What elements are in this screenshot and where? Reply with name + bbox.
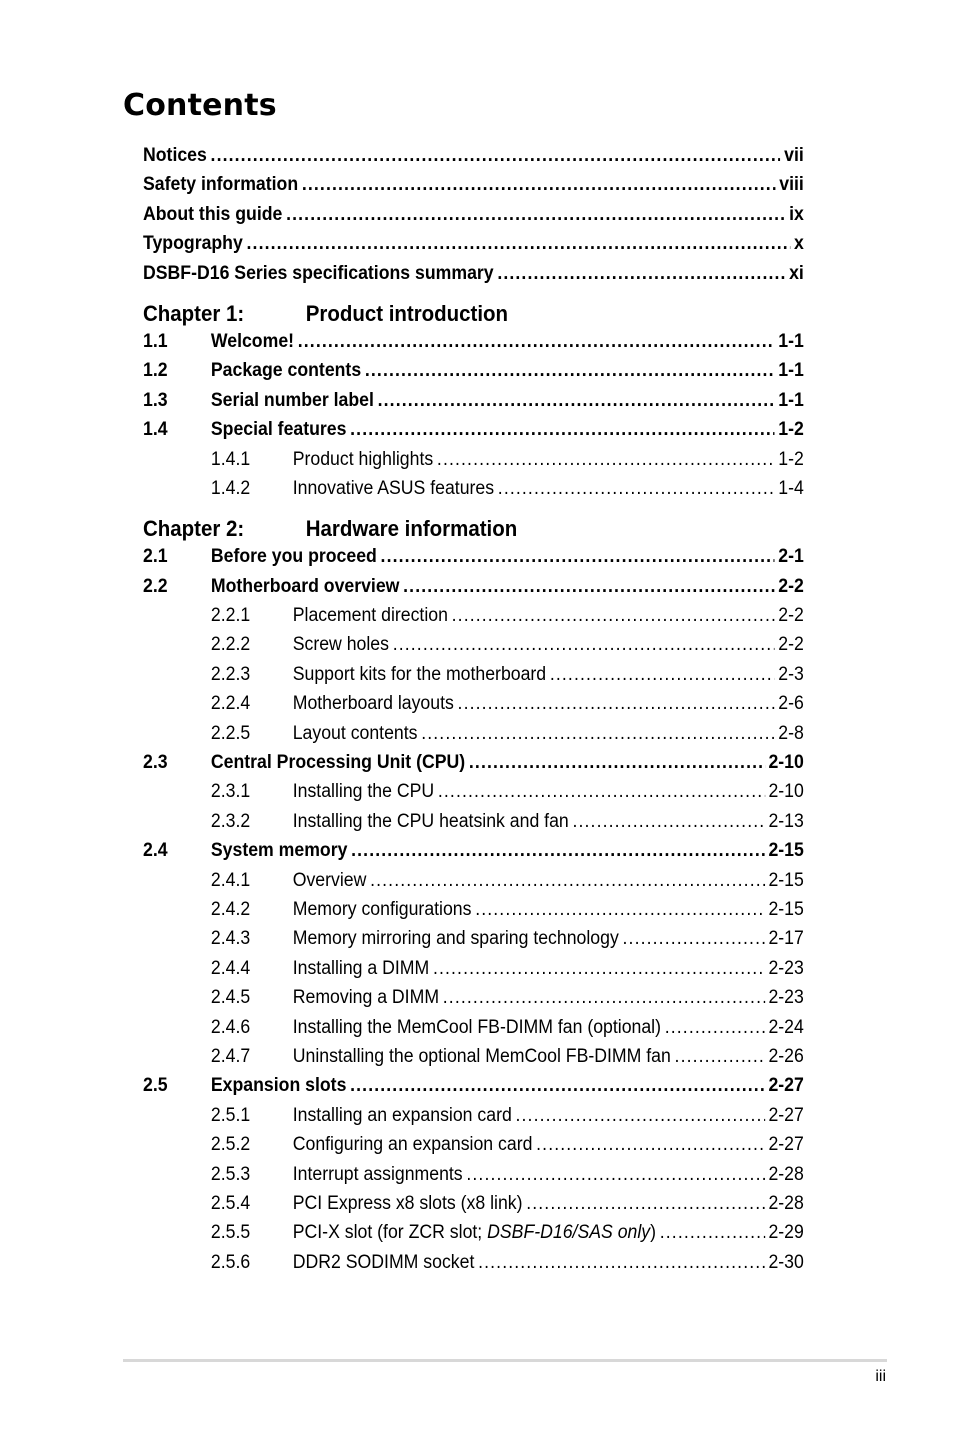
toc-entry-title-part: ) xyxy=(650,1222,657,1244)
toc-entry[interactable] xyxy=(143,958,804,987)
toc-entry-title: Memory mirroring and sparing technology xyxy=(292,928,619,950)
toc-dot-leader xyxy=(247,233,791,255)
toc-entry-number: 1.2 xyxy=(143,360,168,382)
toc-entry-title: About this guide xyxy=(143,203,283,225)
toc-dot-leader xyxy=(497,263,785,285)
toc-page-number: 2-13 xyxy=(768,810,804,832)
toc-entry-title: Installing a DIMM xyxy=(292,957,430,979)
toc-entry-title-part: DSBF-D16/SAS only xyxy=(487,1222,651,1244)
table-of-contents xyxy=(143,145,804,1281)
toc-entry[interactable] xyxy=(143,1222,804,1251)
toc-entry-number: 2.5.6 xyxy=(210,1251,251,1273)
toc-entry-title: Memory configurations xyxy=(292,898,472,920)
toc-entry-title: Placement direction xyxy=(292,605,448,627)
toc-dot-leader xyxy=(286,204,785,226)
toc-entry-number: 2.4.2 xyxy=(210,898,251,920)
toc-entry[interactable] xyxy=(143,419,804,448)
toc-entry[interactable] xyxy=(143,449,804,478)
toc-dot-leader xyxy=(660,1222,765,1244)
toc-dot-leader xyxy=(452,605,775,627)
toc-dot-leader xyxy=(350,419,774,441)
toc-page-number: 2-23 xyxy=(768,987,804,1009)
toc-page-number: 2-28 xyxy=(768,1163,804,1185)
toc-entry[interactable] xyxy=(143,576,804,605)
toc-entry-number: 2.5.1 xyxy=(210,1104,251,1126)
toc-entry-number: 2.4 xyxy=(143,840,168,862)
toc-entry[interactable] xyxy=(143,840,804,869)
toc-dot-leader xyxy=(443,987,765,1009)
toc-entry-title: Motherboard layouts xyxy=(292,693,454,715)
toc-entry-number: 2.2 xyxy=(143,575,168,597)
toc-entry-title: Before you proceed xyxy=(210,546,377,568)
toc-entry[interactable] xyxy=(143,781,804,810)
toc-entry-number: 2.4.7 xyxy=(210,1045,251,1067)
toc-entry[interactable] xyxy=(143,928,804,957)
toc-entry[interactable] xyxy=(143,723,804,752)
toc-entry-title: Motherboard overview xyxy=(210,575,400,597)
toc-entry-number: 2.4.6 xyxy=(210,1016,251,1038)
toc-entry-number: 2.4.1 xyxy=(210,869,251,891)
toc-entry-title xyxy=(293,1222,656,1244)
toc-entry-number: 2.4.4 xyxy=(210,957,251,979)
toc-page-number: ix xyxy=(789,203,804,225)
toc-entry[interactable] xyxy=(143,1134,804,1163)
toc-entry-number: 2.5 xyxy=(143,1075,168,1097)
toc-entry-title: Configuring an expansion card xyxy=(292,1134,533,1156)
toc-entry-title: Installing the MemCool FB-DIMM fan (optional) xyxy=(292,1016,661,1038)
toc-page-number: 2-17 xyxy=(768,928,804,950)
toc-entry-number: 2.5.4 xyxy=(210,1192,251,1214)
toc-page-number: 1-2 xyxy=(778,419,804,441)
chapter-heading[interactable] xyxy=(143,516,804,546)
toc-dot-leader xyxy=(526,1193,765,1215)
toc-entry-title: Removing a DIMM xyxy=(292,987,440,1009)
toc-entry-number: 2.2.2 xyxy=(210,634,251,656)
toc-dot-leader xyxy=(302,174,776,196)
page-title: Contents xyxy=(123,88,277,123)
toc-page-number: 2-28 xyxy=(768,1192,804,1214)
toc-entry-title: Serial number label xyxy=(210,389,374,411)
toc-entry-number: 2.3.2 xyxy=(210,810,251,832)
toc-dot-leader xyxy=(298,331,775,353)
toc-entry[interactable] xyxy=(143,1046,804,1075)
toc-page-number: xi xyxy=(789,262,804,284)
toc-page-number: 2-27 xyxy=(768,1134,804,1156)
toc-dot-leader xyxy=(478,1252,765,1274)
toc-page-number: 2-24 xyxy=(768,1016,804,1038)
toc-entry-number: 1.1 xyxy=(143,330,168,352)
toc-dot-leader xyxy=(516,1105,765,1127)
toc-entry-number: 2.5.3 xyxy=(210,1163,251,1185)
chapter-label: Chapter 2: xyxy=(143,516,245,542)
toc-entry-title: Interrupt assignments xyxy=(292,1163,463,1185)
toc-page-number: 2-23 xyxy=(768,957,804,979)
toc-entry[interactable] xyxy=(143,664,804,693)
toc-dot-leader xyxy=(437,449,775,471)
toc-dot-leader xyxy=(675,1046,765,1068)
toc-page-number: 1-2 xyxy=(778,448,804,470)
toc-page-number: x xyxy=(793,233,804,255)
toc-entry-title: Central Processing Unit (CPU) xyxy=(210,752,466,774)
toc-dot-leader xyxy=(421,723,774,745)
footer-page-number: iii xyxy=(875,1368,886,1385)
toc-dot-leader xyxy=(550,664,775,686)
toc-dot-leader xyxy=(365,360,775,382)
toc-dot-leader xyxy=(572,811,764,833)
toc-dot-leader xyxy=(393,634,775,656)
toc-page-number: 2-3 xyxy=(778,663,804,685)
toc-entry-number: 1.4 xyxy=(143,419,168,441)
toc-entry-title: PCI Express x8 slots (x8 link) xyxy=(292,1192,523,1214)
toc-entry-number: 2.3.1 xyxy=(210,781,251,803)
toc-page-number: 2-10 xyxy=(768,752,804,774)
toc-page-number: 2-27 xyxy=(768,1075,804,1097)
toc-dot-leader xyxy=(211,145,781,167)
toc-entry-number: 2.2.5 xyxy=(210,722,251,744)
toc-entry[interactable] xyxy=(143,1017,804,1046)
toc-entry[interactable] xyxy=(143,605,804,634)
toc-entry-title: Safety information xyxy=(143,174,299,196)
toc-entry[interactable] xyxy=(143,1105,804,1134)
toc-entry-title: Installing the CPU xyxy=(292,781,435,803)
toc-entry-number: 1.4.1 xyxy=(210,448,251,470)
toc-entry[interactable] xyxy=(143,811,804,840)
toc-entry[interactable] xyxy=(143,546,804,575)
toc-entry[interactable] xyxy=(143,390,804,419)
toc-page-number: vii xyxy=(784,145,804,166)
toc-page-number: viii xyxy=(779,174,804,196)
toc-dot-leader xyxy=(381,546,775,568)
chapter-heading[interactable] xyxy=(143,301,804,331)
toc-page-number: 2-29 xyxy=(768,1222,804,1244)
toc-entry-number: 2.2.1 xyxy=(210,605,251,627)
toc-page-number: 1-1 xyxy=(778,330,804,352)
toc-entry[interactable] xyxy=(143,987,804,1016)
toc-entry-title: Uninstalling the optional MemCool FB-DIMM fan xyxy=(292,1045,671,1067)
toc-entry-title: Overview xyxy=(292,869,367,891)
toc-front-entry[interactable] xyxy=(143,263,804,292)
toc-page-number: 1-1 xyxy=(778,360,804,382)
toc-entry-number: 2.4.3 xyxy=(210,928,251,950)
toc-entry-title: DDR2 SODIMM socket xyxy=(292,1251,475,1273)
toc-entry[interactable] xyxy=(143,1252,804,1281)
toc-entry[interactable] xyxy=(143,899,804,928)
toc-entry-title: Notices xyxy=(143,145,207,166)
toc-entry-number: 2.2.3 xyxy=(210,663,251,685)
toc-page-number: 2-15 xyxy=(768,898,804,920)
toc-entry-title: System memory xyxy=(210,840,348,862)
toc-entry[interactable] xyxy=(143,331,804,360)
toc-entry[interactable] xyxy=(143,693,804,722)
toc-page-number: 2-1 xyxy=(778,546,804,568)
toc-page-number: 2-2 xyxy=(778,575,804,597)
toc-dot-leader xyxy=(378,390,775,412)
toc-entry-number: 1.4.2 xyxy=(210,477,251,499)
toc-entry-title: Installing the CPU heatsink and fan xyxy=(292,810,569,832)
toc-entry[interactable] xyxy=(143,870,804,899)
toc-dot-leader xyxy=(351,840,765,862)
toc-page-number: 1-1 xyxy=(778,389,804,411)
footer-divider xyxy=(123,1359,887,1362)
toc-entry-title: Innovative ASUS features xyxy=(292,477,495,499)
toc-entry[interactable] xyxy=(143,634,804,663)
toc-dot-leader xyxy=(370,870,765,892)
toc-entry-number: 2.2.4 xyxy=(210,693,251,715)
toc-entry-title: Installing an expansion card xyxy=(292,1104,512,1126)
toc-entry-title: Typography xyxy=(143,233,243,255)
toc-dot-leader xyxy=(438,781,765,803)
chapter-label: Chapter 1: xyxy=(143,300,245,326)
toc-page-number: 2-8 xyxy=(778,722,804,744)
toc-entry-title-part: PCI-X slot (for ZCR slot; xyxy=(292,1222,488,1244)
toc-entry-title: Layout contents xyxy=(292,722,418,744)
toc-dot-leader xyxy=(458,693,775,715)
chapter-title: Hardware information xyxy=(305,516,518,542)
toc-entry-number: 2.5.2 xyxy=(210,1134,251,1156)
toc-page-number: 2-30 xyxy=(768,1251,804,1273)
toc-page-number: 2-10 xyxy=(768,781,804,803)
toc-entry-number: 2.4.5 xyxy=(210,987,251,1009)
toc-page-number: 2-15 xyxy=(768,869,804,891)
toc-entry-title: Welcome! xyxy=(210,330,295,352)
toc-entry-title: Product highlights xyxy=(292,448,434,470)
toc-entry[interactable] xyxy=(143,1164,804,1193)
toc-entry[interactable] xyxy=(143,752,804,781)
toc-front-entry[interactable] xyxy=(143,174,804,203)
toc-dot-leader xyxy=(350,1075,765,1097)
toc-dot-leader xyxy=(498,478,775,500)
toc-page-number: 1-4 xyxy=(778,477,804,499)
toc-dot-leader xyxy=(665,1017,765,1039)
toc-entry-title: Support kits for the motherboard xyxy=(292,663,547,685)
toc-front-entry[interactable] xyxy=(143,233,804,262)
toc-entry-title: Special features xyxy=(210,419,347,441)
chapter-title: Product introduction xyxy=(305,300,509,326)
toc-entry-number: 1.3 xyxy=(143,389,168,411)
toc-dot-leader xyxy=(475,899,765,921)
toc-entry-number: 2.5.5 xyxy=(210,1222,251,1244)
toc-dot-leader xyxy=(536,1134,765,1156)
toc-dot-leader xyxy=(469,752,765,774)
toc-front-entry[interactable] xyxy=(143,204,804,233)
toc-page-number: 2-6 xyxy=(778,693,804,715)
toc-front-entry[interactable] xyxy=(143,145,804,174)
toc-entry[interactable] xyxy=(143,360,804,389)
toc-page-number: 2-2 xyxy=(778,605,804,627)
toc-entry[interactable] xyxy=(143,1075,804,1104)
toc-page-number: 2-27 xyxy=(768,1104,804,1126)
toc-entry-title: Screw holes xyxy=(292,634,389,656)
toc-entry-number: 2.3 xyxy=(143,752,168,774)
toc-entry[interactable] xyxy=(143,1193,804,1222)
toc-entry-title: DSBF-D16 Series specifications summary xyxy=(143,262,494,284)
toc-dot-leader xyxy=(466,1164,764,1186)
toc-dot-leader xyxy=(403,576,774,598)
toc-entry-title: Package contents xyxy=(210,360,362,382)
toc-entry[interactable] xyxy=(143,478,804,507)
toc-page-number: 2-2 xyxy=(778,634,804,656)
toc-entry-title: Expansion slots xyxy=(210,1075,347,1097)
toc-dot-leader xyxy=(623,928,765,950)
toc-page-number: 2-15 xyxy=(768,840,804,862)
toc-entry-number: 2.1 xyxy=(143,546,168,568)
toc-page-number: 2-26 xyxy=(768,1045,804,1067)
toc-dot-leader xyxy=(433,958,765,980)
